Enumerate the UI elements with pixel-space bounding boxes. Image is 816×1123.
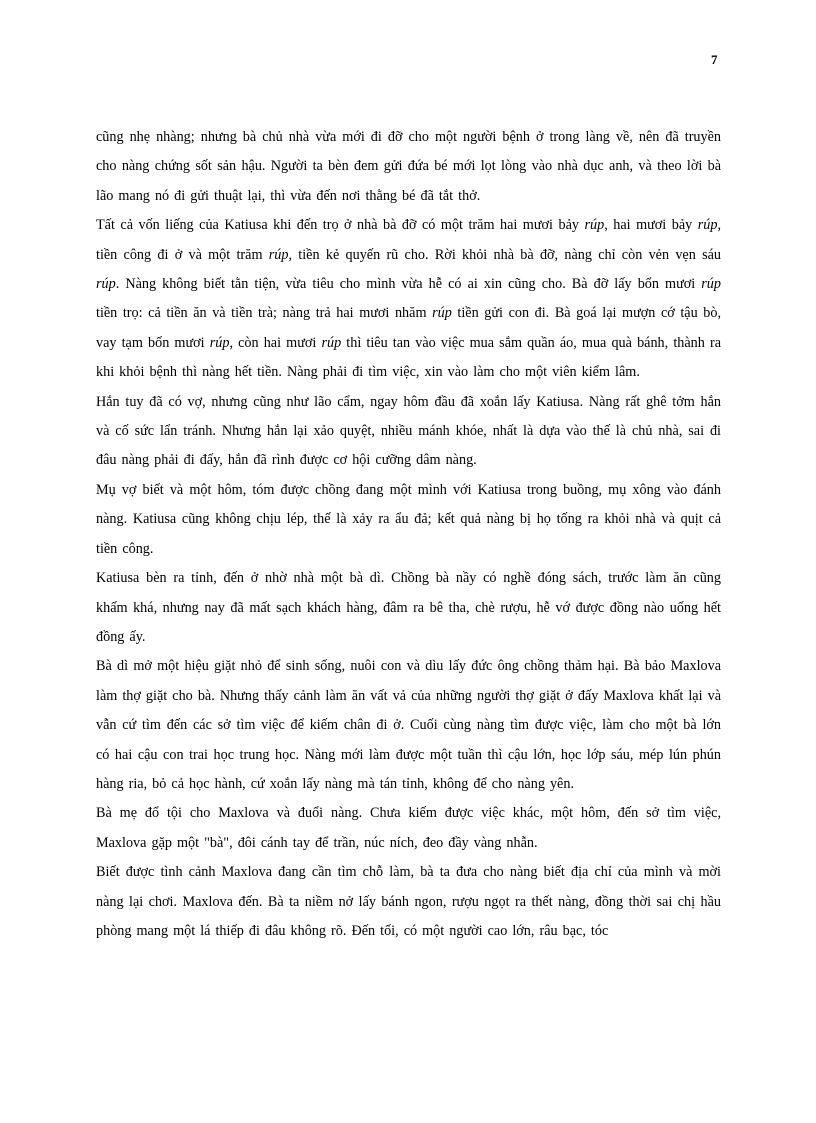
paragraph-7: Bà mẹ đổ tội cho Maxlova và đuổi nàng. Chưa kiếm được việc khác, một hôm, đến sở tìm việc, Maxlova gặp một "bà", đôi cánh tay để trần, núc ních, đeo đầy vàng nhẫn. — [96, 805, 721, 851]
paragraph-5: Katiusa bèn ra tỉnh, đến ở nhờ nhà một bà dì. Chồng bà nầy có nghề đóng sách, trước làm ăn cũng khấm khá, nhưng nay đã mất sạch khách hàng, đâm ra bê tha, chè rượu, hễ vớ được đồng nào uống hết đồng ấy. — [96, 570, 721, 645]
paragraph-6: Bà dì mở một hiệu giặt nhỏ để sinh sống, nuôi con và dìu lấy đức ông chồng thảm hại. Bà bảo Maxlova làm thợ giặt cho bà. Nhưng thấy cảnh làm ăn vất vả của những người thợ giặt ở đấy Maxlova khất lại và vẫn cứ tìm đến các sở tìm việc để kiếm chân đi ở. Cuối cùng nàng tìm được việc, làm cho một bà lớn có hai cậu con trai học trung học. Nàng mới làm được một tuần thì cậu lớn, học lớp sáu, mép lún phún hàng ria, bỏ cả học hành, cứ xoắn lấy nàng mà tán tỉnh, không để cho nàng yên. — [96, 658, 721, 792]
paragraph-2: Tất cả vốn liếng của Katiusa khi đến trọ ở nhà bà đỡ có một trăm hai mươi bảy rúp, hai mươi bảy rúp, tiền công đi ở và một trăm rúp, tiền kẻ quyến rũ cho. Rời khỏi nhà bà đỡ, nàng chỉ còn vẻn vẹn sáu rúp. Nàng không biết tằn tiện, vừa tiêu cho mình vừa hễ có ai xin cũng cho. Bà đỡ lấy bốn mươi rúp tiền trọ: cả tiền ăn và tiền trà; nàng trả hai mươi nhăm rúp tiền gửi con đi. Bà goá lại mượn cớ tậu bò, vay tạm bốn mươi rúp, còn hai mươi rúp thì tiêu tan vào việc mua sắm quần áo, mua quà bánh, thành ra khi khỏi bệnh thì nàng hết tiền. Nàng phải đi tìm việc, xin vào làm cho một viên kiểm lâm. — [96, 217, 721, 381]
paragraph-3: Hắn tuy đã có vợ, nhưng cũng như lão cẩm, ngay hôm đầu đã xoắn lấy Katiusa. Nàng rất ghê tởm hắn và cố sức lẩn tránh. Nhưng hắn lại xảo quyệt, nhiều mánh khóe, nhất là dựa vào thế là chủ nhà, sai đi đâu nàng phải đi đấy, hắn đã rình được cơ hội cưỡng dâm nàng. — [96, 393, 721, 469]
page-number: 7 — [711, 52, 718, 67]
body-text — [96, 123, 721, 946]
paragraph-1: cũng nhẹ nhàng; nhưng bà chủ nhà vừa mới đi đỡ cho một người bệnh ở trong làng về, nên đã truyền cho nàng chứng sốt sản hậu. Người ta bèn đem gửi đứa bé mới lọt lòng vào nhà dục anh, và theo lời bà lão mang nó đi gửi thuật lại, thì vừa đến nơi thằng bé đã tắt thở. — [96, 129, 721, 204]
paragraph-4: Mụ vợ biết và một hôm, tóm được chồng đang một mình với Katiusa trong buồng, mụ xông vào đánh nàng. Katiusa cũng không chịu lép, thế là xảy ra ẩu đả; kết quả nàng bị họ tống ra khỏi nhà và quịt cả tiền công. — [96, 481, 721, 557]
paragraph-8: Biết được tình cảnh Maxlova đang cần tìm chỗ làm, bà ta đưa cho nàng biết địa chỉ của mình và mời nàng lại chơi. Maxlova đến. Bà ta niềm nở lấy bánh ngon, rượu ngọt ra thết nàng, đồng thời sai chị hầu phòng mang một lá thiếp đi đâu không rõ. Đến tối, có một người cao lớn, râu bạc, tóc — [96, 864, 721, 939]
